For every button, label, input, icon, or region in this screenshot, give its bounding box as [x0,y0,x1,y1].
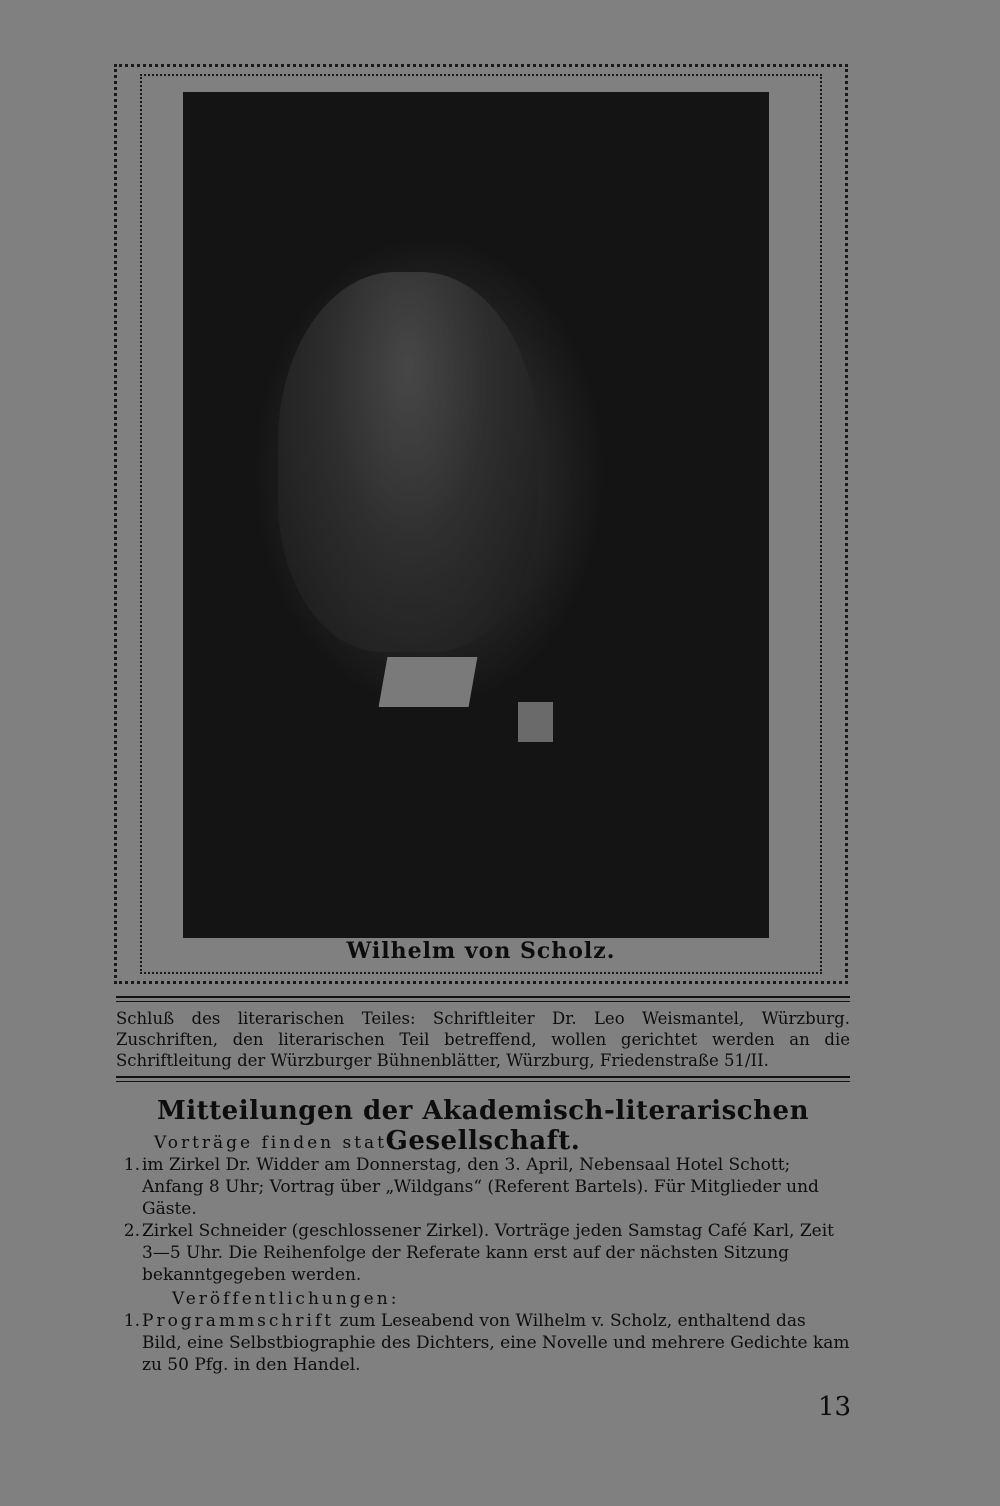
item-number: 1. [123,1155,140,1175]
colophon-line: Schriftleitung der Würzburger Bühnenblätter, Würzburg, Friedenstraße 51/II. [116,1051,769,1070]
item-text: Zirkel Schneider (geschlossener Zirkel). Vorträge jeden Samstag Café Karl, Zeit 3—5 Uhr. Die Reihenfolge der Referate kann erst auf der nächsten Sitzung bekanntgegeben werden. [142,1221,834,1285]
divider-bottom [116,1076,850,1078]
divider-top [116,996,850,998]
page-number: 13 [818,1392,852,1422]
portrait-collar [379,657,478,707]
announcements [116,1132,850,1376]
divider-bottom-thin [116,1081,850,1082]
item-number: 1. [123,1311,140,1331]
list-item [116,1220,850,1286]
photo-caption: Wilhelm von Scholz. [346,938,616,964]
colophon-line: Schluß des literarischen Teiles: Schriftleiter Dr. Leo Weismantel, Würzburg. [116,1009,850,1028]
item-lead: Programmschrift [142,1311,335,1331]
item-rest: zum Leseabend von Wilhelm v. Scholz, enthaltend das Bild, eine Selbstbiographie des Dichters, eine Novelle und mehrere Gedichte kam zu 50 Pfg. in den Handel. [142,1311,850,1375]
vortraege-label: Vorträge finden statt: [154,1133,406,1153]
item-text [142,1310,850,1376]
section-heading: Mitteilungen der Akademisch-literarischen Gesellschaft. [157,1096,809,1156]
list-item [116,1154,850,1220]
portrait-photo [183,92,769,938]
portrait-tie [518,702,553,742]
portrait-head [278,272,538,652]
colophon-line: Zuschriften, den literarischen Teil betreffend, wollen gerichtet werden an die [116,1030,850,1049]
divider-top-thin [116,1001,850,1002]
item-text: im Zirkel Dr. Widder am Donnerstag, den 3. April, Nebensaal Hotel Schott; Anfang 8 Uhr; Vortrag über „Wildgans“ (Referent Bartels). Für Mitglieder und Gäste. [142,1155,819,1219]
list-item [116,1310,850,1376]
colophon [116,1008,850,1071]
item-number: 2. [123,1221,140,1241]
veroeffentlichungen-label: Veröffentlichungen: [172,1289,400,1309]
